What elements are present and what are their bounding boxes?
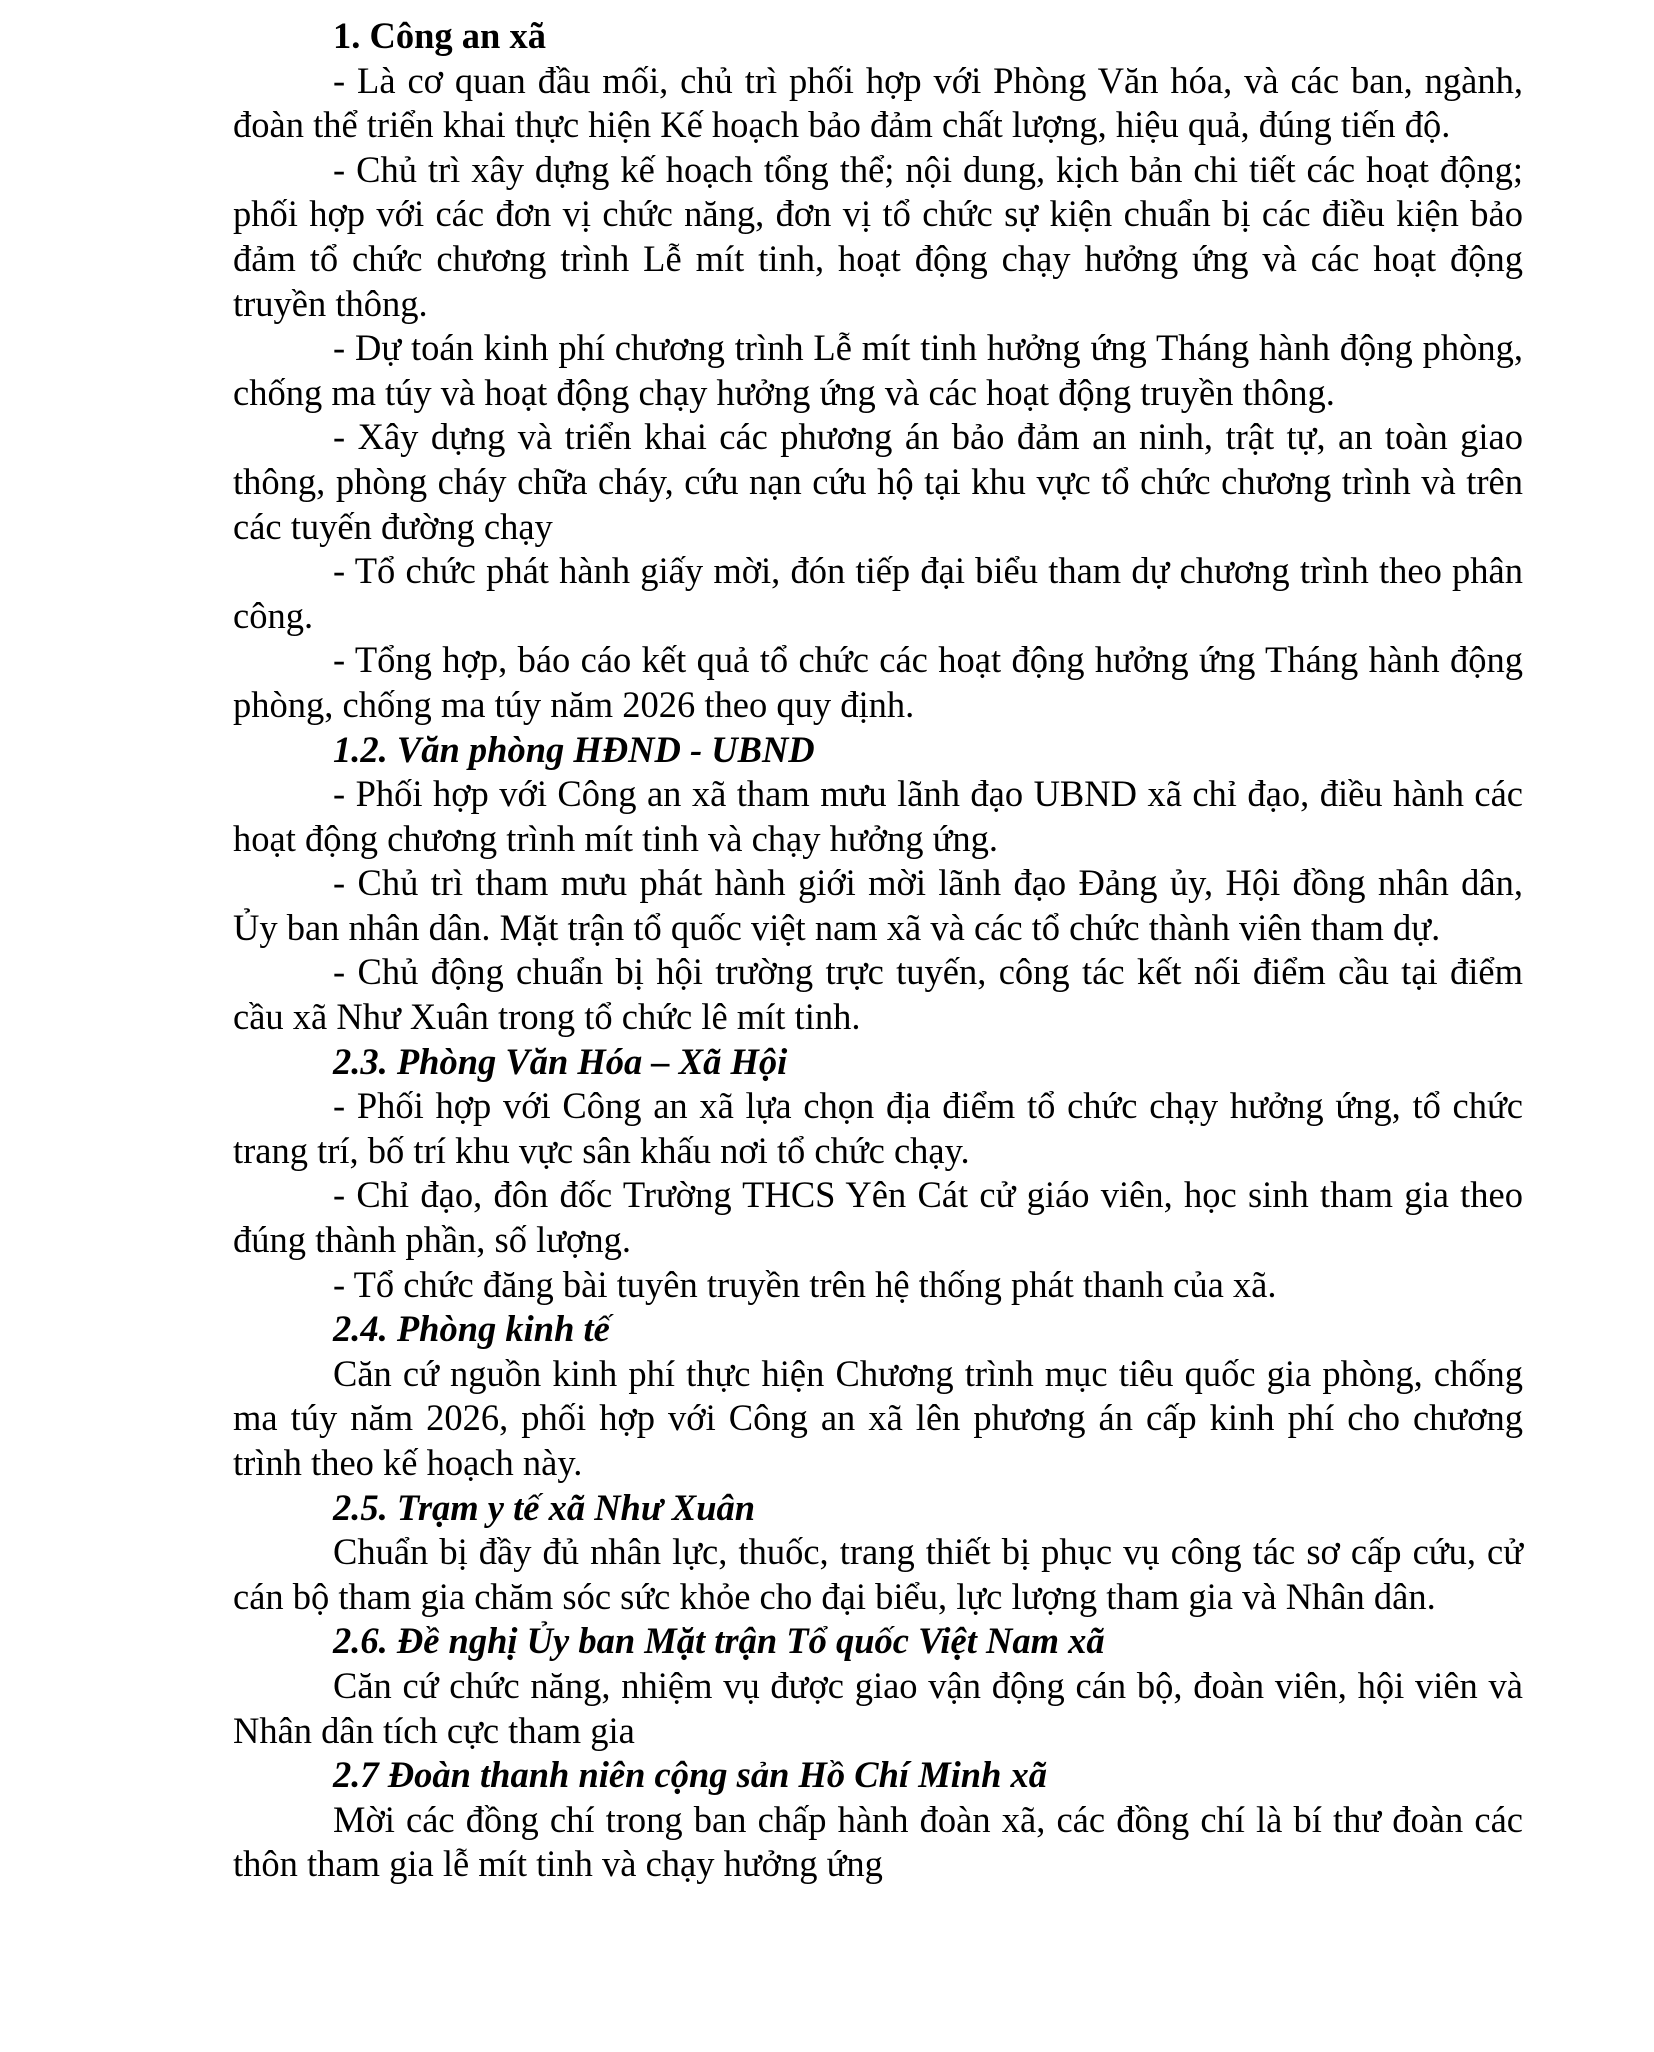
section-doan-thanh-nien	[233, 1753, 1523, 1887]
section-heading: 1.2. Văn phòng HĐND - UBND	[333, 728, 815, 770]
section-heading: 2.3. Phòng Văn Hóa – Xã Hội	[333, 1040, 788, 1082]
paragraph: - Dự toán kinh phí chương trình Lễ mít tinh hưởng ứng Tháng hành động phòng, chống ma túy và hoạt động chạy hưởng ứng và các hoạt động truyền thông.	[233, 327, 1523, 413]
section-van-phong	[233, 728, 1523, 1040]
paragraph: - Chủ trì tham mưu phát hành giới mời lãnh đạo Đảng ủy, Hội đồng nhân dân, Ủy ban nhân dân. Mặt trận tổ quốc việt nam xã và các tổ chức thành viên tham dự.	[233, 862, 1523, 948]
paragraph: - Chủ trì xây dựng kế hoạch tổng thể; nội dung, kịch bản chi tiết các hoạt động; phối hợp với các đơn vị chức năng, đơn vị tổ chức sự kiện chuẩn bị các điều kiện bảo đảm tổ chức chương trình Lễ mít tinh, hoạt động chạy hưởng ứng và các hoạt động truyền thông.	[233, 148, 1523, 324]
section-mat-tran	[233, 1619, 1523, 1753]
paragraph: Mời các đồng chí trong ban chấp hành đoàn xã, các đồng chí là bí thư đoàn các thôn tham gia lễ mít tinh và chạy hưởng ứng	[233, 1798, 1523, 1885]
paragraph: - Xây dựng và triển khai các phương án bảo đảm an ninh, trật tự, an toàn giao thông, phòng cháy chữa cháy, cứu nạn cứu hộ tại khu vực tổ chức chương trình và trên các tuyến đường chạy	[233, 416, 1523, 547]
paragraph: - Tổng hợp, báo cáo kết quả tổ chức các hoạt động hưởng ứng Tháng hành động phòng, chống ma túy năm 2026 theo quy định.	[233, 639, 1523, 725]
section-heading: 2.6. Đề nghị Ủy ban Mặt trận Tổ quốc Việt Nam xã	[333, 1620, 1105, 1662]
section-heading: 2.5. Trạm y tế xã Như Xuân	[333, 1486, 756, 1528]
section-heading: 1. Công an xã	[333, 15, 546, 56]
paragraph: - Chủ động chuẩn bị hội trường trực tuyến, công tác kết nối điểm cầu tại điểm cầu xã Như Xuân trong tổ chức lê mít tinh.	[233, 951, 1523, 1038]
paragraph: - Tổ chức phát hành giấy mời, đón tiếp đại biểu tham dự chương trình theo phân công.	[233, 550, 1523, 636]
paragraph: Căn cứ chức năng, nhiệm vụ được giao vận động cán bộ, đoàn viên, hội viên và Nhân dân tích cực tham gia	[233, 1664, 1523, 1751]
paragraph: - Phối hợp với Công an xã tham mưu lãnh đạo UBND xã chỉ đạo, điều hành các hoạt động chương trình mít tinh và chạy hưởng ứng.	[233, 773, 1523, 859]
paragraph: Chuẩn bị đầy đủ nhân lực, thuốc, trang thiết bị phục vụ công tác sơ cấp cứu, cử cán bộ tham gia chăm sóc sức khỏe cho đại biểu, lực lượng tham gia và Nhân dân.	[233, 1531, 1523, 1617]
section-heading: 2.4. Phòng kinh tế	[333, 1308, 610, 1350]
section-tram-y-te	[233, 1486, 1523, 1620]
paragraph: - Là cơ quan đầu mối, chủ trì phối hợp với Phòng Văn hóa, và các ban, ngành, đoàn thể triển khai thực hiện Kế hoạch bảo đảm chất lượng, hiệu quả, đúng tiến độ.	[233, 59, 1523, 146]
paragraph: Căn cứ nguồn kinh phí thực hiện Chương trình mục tiêu quốc gia phòng, chống ma túy năm 2026, phối hợp với Công an xã lên phương án cấp kinh phí cho chương trình theo kế hoạch này.	[233, 1352, 1523, 1483]
document-page	[233, 14, 1523, 1887]
paragraph: - Tổ chức đăng bài tuyên truyền trên hệ thống phát thanh của xã.	[333, 1263, 1277, 1305]
paragraph: - Chỉ đạo, đôn đốc Trường THCS Yên Cát cử giáo viên, học sinh tham gia theo đúng thành phần, số lượng.	[233, 1174, 1523, 1261]
section-kinh-te	[233, 1307, 1523, 1485]
paragraph: - Phối hợp với Công an xã lựa chọn địa điểm tổ chức chạy hưởng ứng, tổ chức trang trí, bố trí khu vực sân khấu nơi tổ chức chạy.	[233, 1085, 1523, 1171]
section-van-hoa-xa-hoi	[233, 1040, 1523, 1308]
section-heading: 2.7 Đoàn thanh niên cộng sản Hồ Chí Minh xã	[333, 1754, 1048, 1796]
section-cong-an-xa	[233, 14, 1523, 728]
